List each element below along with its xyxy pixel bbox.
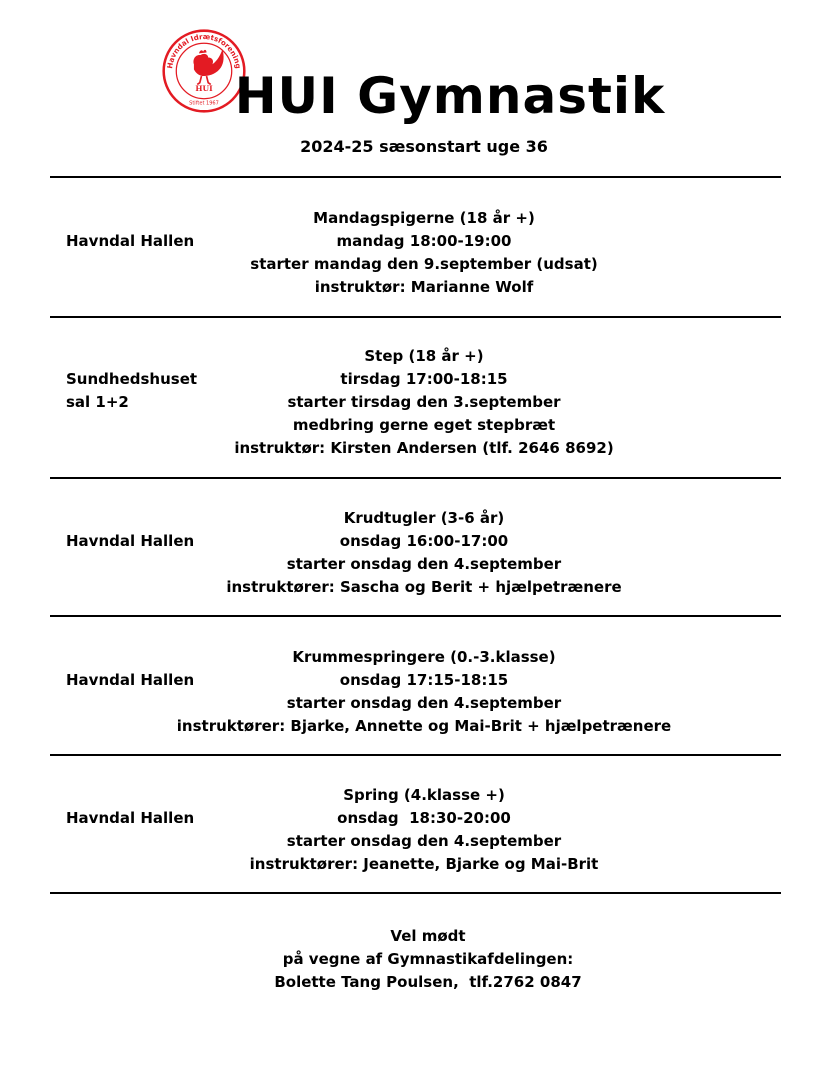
divider (50, 477, 781, 479)
page-subtitle: 2024-25 sæsonstart uge 36 (300, 137, 548, 156)
session-line: instruktør: Kirsten Andersen (tlf. 2646 8692) (234, 439, 614, 457)
divider (50, 316, 781, 318)
session-details (0, 207, 832, 299)
session-line: onsdag 18:30-20:00 (337, 809, 511, 827)
session-details (0, 345, 832, 460)
session-details (0, 646, 832, 738)
divider (50, 892, 781, 894)
session-venue: Havndal Hallen (66, 809, 195, 827)
session-line: starter onsdag den 4.september (286, 555, 562, 573)
session-line: medbring gerne eget stepbræt (292, 416, 556, 434)
session-line: Spring (4.klasse +) (343, 786, 505, 804)
session-venue: Sundhedshuset sal 1+2 (66, 370, 198, 411)
session-line: starter onsdag den 4.september (286, 832, 562, 850)
session-line: starter tirsdag den 3.september (287, 393, 561, 411)
logo-ring-text: Havndal Idrætsforening (165, 31, 243, 70)
session-line: instruktører: Jeanette, Bjarke og Mai-Brit (249, 855, 599, 873)
session-line: Step (18 år +) (364, 347, 484, 365)
session-line: instruktører: Bjarke, Annette og Mai-Brit + hjælpetrænere (176, 717, 672, 735)
session-line: Mandagspigerne (18 år +) (313, 209, 535, 227)
logo-year: Stiftet 1967 (189, 100, 219, 107)
session-venue: Havndal Hallen (66, 671, 195, 689)
session-venue: Havndal Hallen (66, 232, 195, 250)
page-title: HUI Gymnastik (234, 67, 666, 125)
divider (50, 615, 781, 617)
session-line: Krudtugler (3-6 år) (343, 509, 505, 527)
session-line: Krummespringere (0.-3.klasse) (292, 648, 556, 666)
session-details (0, 784, 832, 876)
session-line: starter onsdag den 4.september (286, 694, 562, 712)
footer-contact: Bolette Tang Poulsen, tlf.2762 0847 (274, 973, 582, 991)
footer-line: på vegne af Gymnastikafdelingen: (282, 950, 574, 968)
session-line: instruktører: Sascha og Berit + hjælpetrænere (226, 578, 622, 596)
footer-line: Vel mødt (390, 927, 466, 945)
session-line: starter mandag den 9.september (udsat) (250, 255, 598, 273)
footer (0, 925, 832, 994)
session-venue: Havndal Hallen (66, 532, 195, 550)
logo-monogram: HUI (195, 84, 213, 94)
session-line: mandag 18:00-19:00 (336, 232, 512, 250)
divider (50, 754, 781, 756)
session-line: onsdag 16:00-17:00 (339, 532, 509, 550)
divider (50, 176, 781, 178)
session-line: instruktør: Marianne Wolf (314, 278, 534, 296)
session-line: tirsdag 17:00-18:15 (340, 370, 508, 388)
session-details (0, 507, 832, 599)
session-line: onsdag 17:15-18:15 (339, 671, 509, 689)
